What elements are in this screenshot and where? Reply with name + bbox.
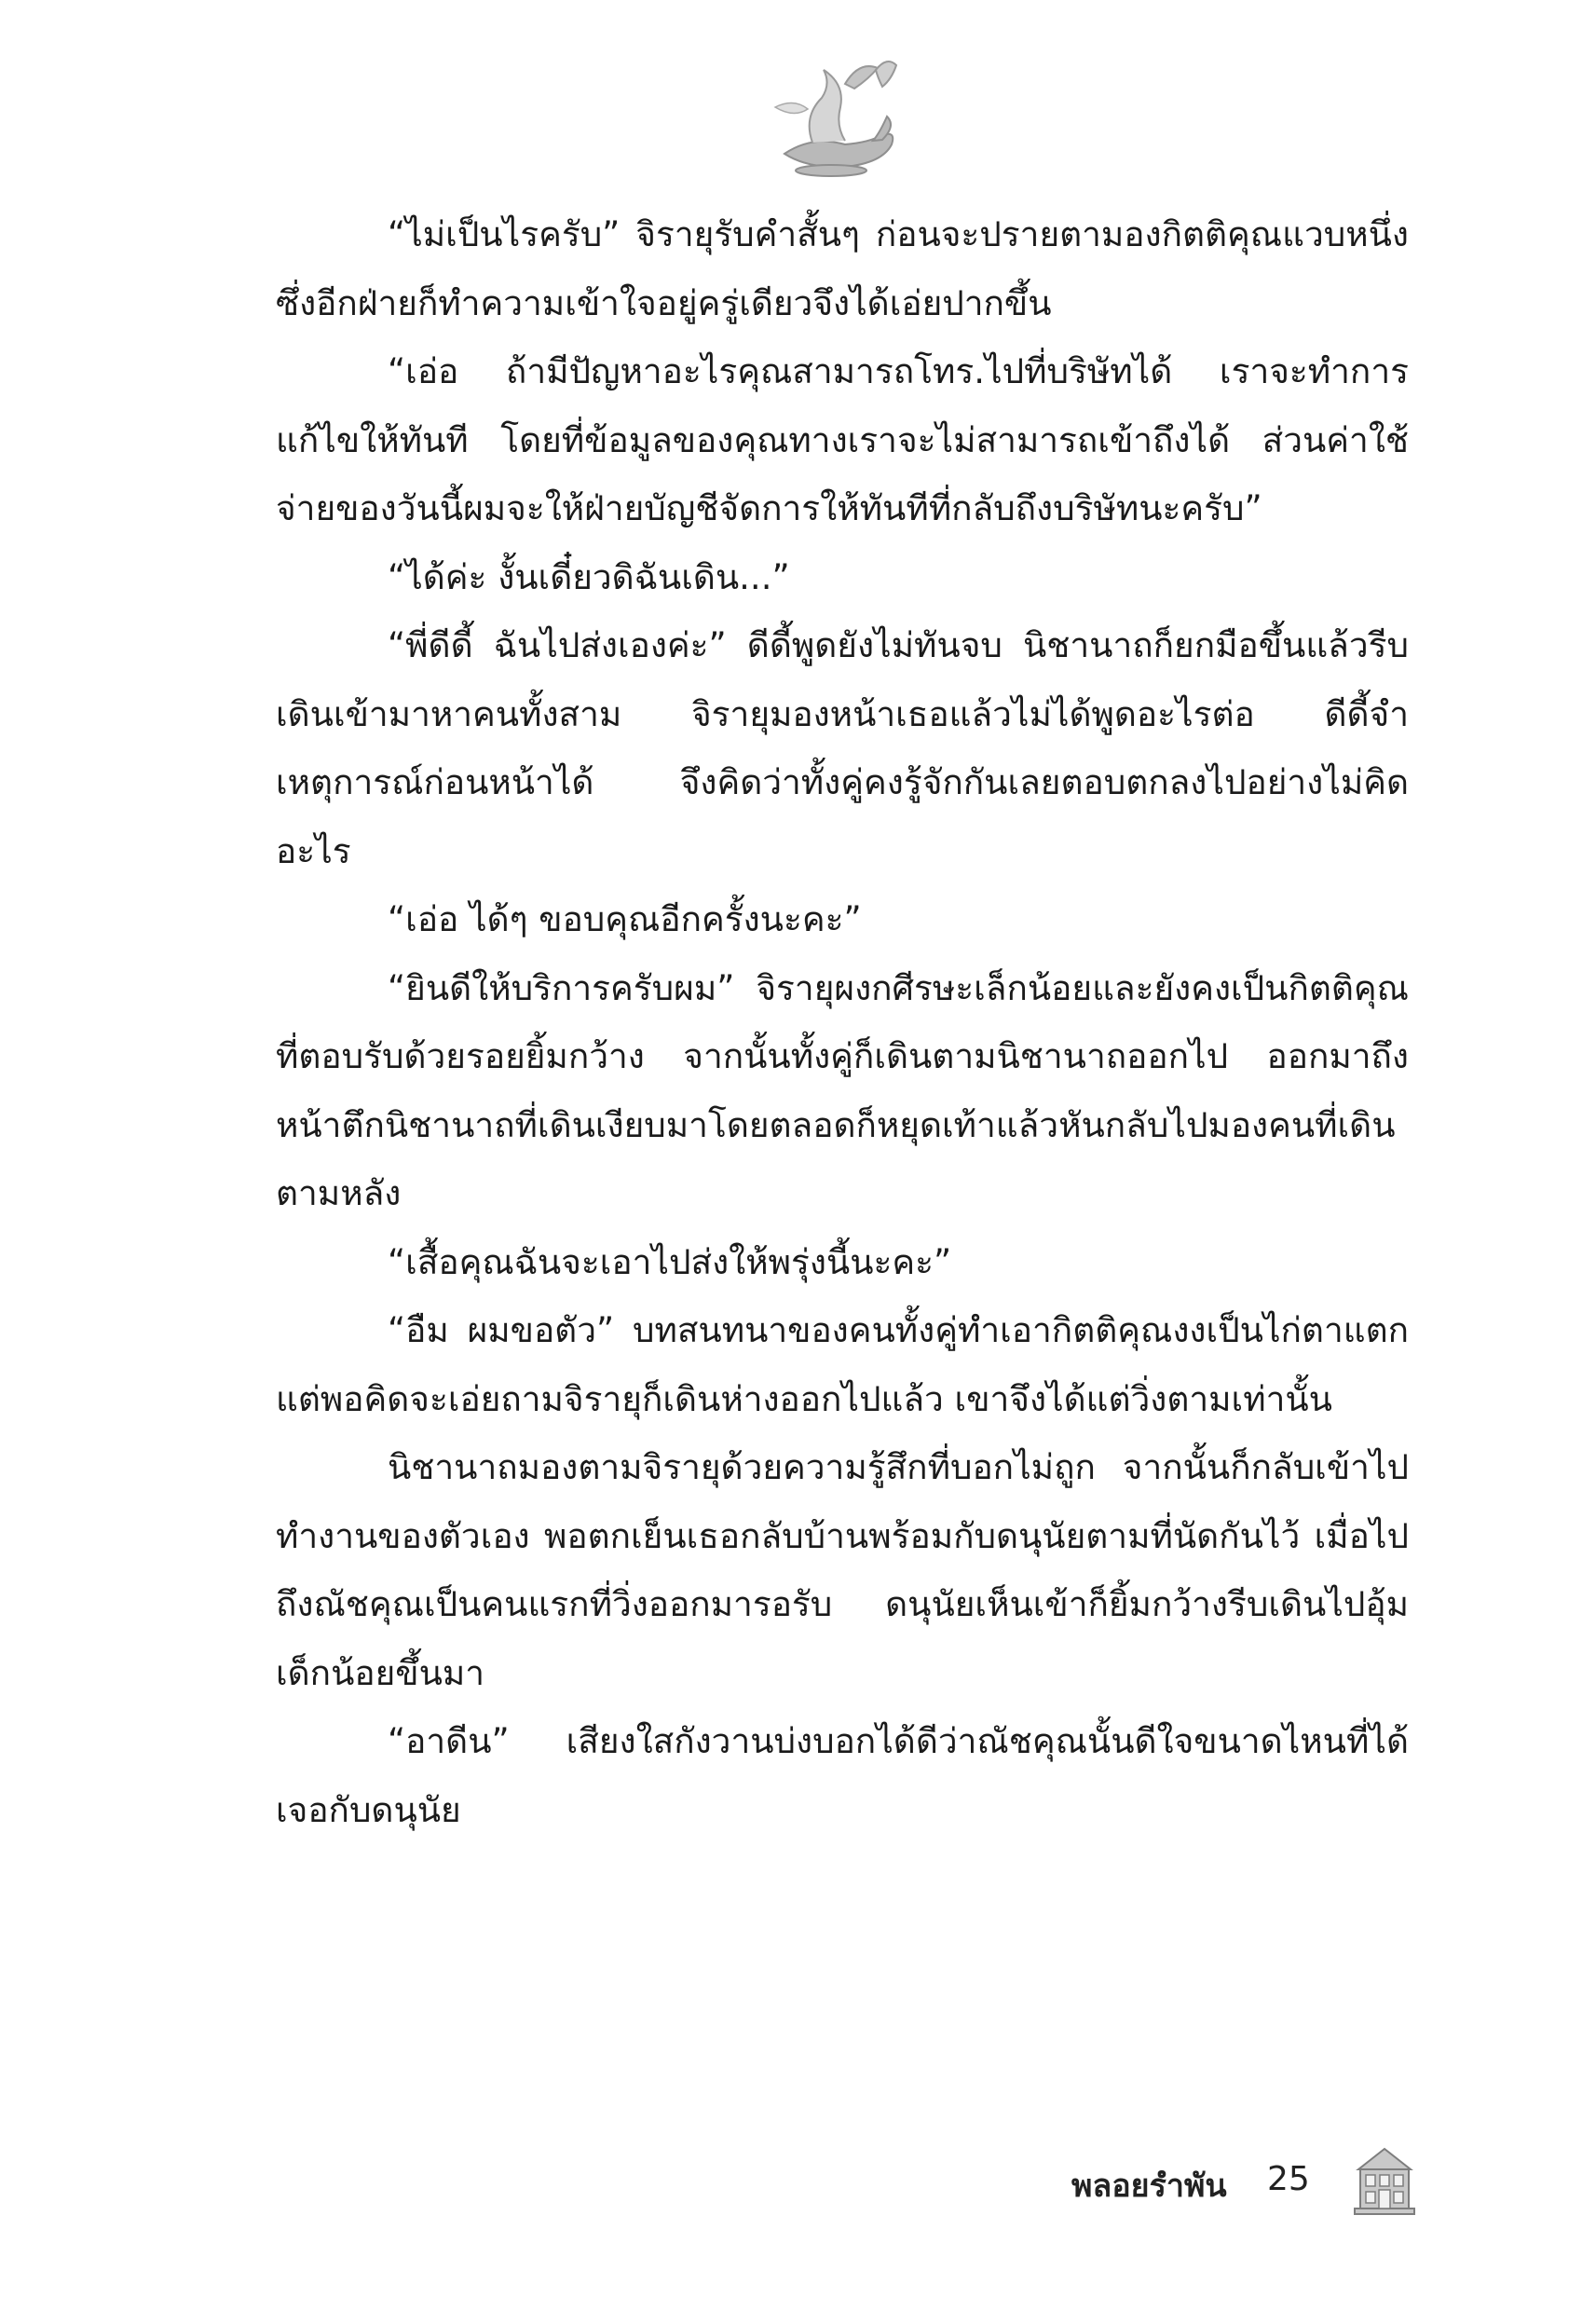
paragraph: “เสื้อคุณฉันจะเอาไปส่งให้พรุ่งนี้นะคะ”	[388, 1241, 952, 1282]
paragraph: “ได้ค่ะ งั้นเดี๋ยวดิฉันเดิน...”	[388, 556, 790, 597]
page-number: 25	[1267, 2160, 1310, 2198]
paragraph: “เอ่อ ถ้ามีปัญหาอะไรคุณสามารถโทร.ไปที่บริษัทได้ เราจะทำการแก้ไขให้ทันที โดยที่ข้อมูลของคุณทางเราจะไม่สามารถเข้าถึงได้ ส่วนค่าใช้จ่ายของวันนี้ผมจะให้ฝ่ายบัญชีจัดการให้ทันทีที่กลับถึงบริษัทนะครับ”	[276, 351, 1409, 528]
paragraph: “เอ่อ ได้ๆ ขอบคุณอีกครั้งนะคะ”	[388, 899, 862, 939]
paragraph: “อาดีน” เสียงใสกังวานบ่งบอกได้ดีว่าณัชคุณนั้นดีใจขนาดไหนที่ได้เจอกับดนุนัย	[276, 1721, 1409, 1830]
paragraph: “ยินดีให้บริการครับผม” จิรายุผงกศีรษะเล็กน้อยและยังคงเป็นกิตติคุณที่ตอบรับด้วยรอยยิ้มกว้าง จากนั้นทั้งคู่ก็เดินตามนิชานาถออกไป ออกมาถึงหน้าตึกนิชานาถที่เดินเงียบมาโดยตลอดก็หยุดเท้าแล้วหันกลับไปมองคนที่เดินตามหลัง	[276, 967, 1409, 1213]
paragraph: “ไม่เป็นไรครับ” จิรายุรับคำสั้นๆ ก่อนจะปรายตามองกิตติคุณแวบหนึ่ง ซึ่งอีกฝ่ายก็ทำความเข้าใจอยู่ครู่เดียวจึงได้เอ่ยปากขึ้น	[276, 214, 1409, 323]
paragraph: นิชานาถมองตามจิรายุด้วยความรู้สึกที่บอกไม่ถูก จากนั้นก็กลับเข้าไปทำงานของตัวเอง พอตกเย็นเธอกลับบ้านพร้อมกับดนุนัยตามที่นัดกันไว้ เมื่อไปถึงณัชคุณเป็นคนแรกที่วิ่งออกมารอรับ ดนุนัยเห็นเข้าก็ยิ้มกว้างรีบเดินไปอุ้มเด็กน้อยขึ้นมา	[276, 1447, 1409, 1693]
page-footer	[1071, 2143, 1425, 2227]
paragraph: “พี่ดีดี้ ฉันไปส่งเองค่ะ” ดีดี้พูดยังไม่ทันจบ นิชานาถก็ยกมือขึ้นแล้วรีบเดินเข้ามาหาคนทั้งสาม จิรายุมองหน้าเธอแล้วไม่ได้พูดอะไรต่อ ดีดี้จำเหตุการณ์ก่อนหน้าได้ จึงคิดว่าทั้งคู่คงรู้จักกันเลยตอบตกลงไปอย่างไม่คิดอะไร	[276, 625, 1409, 871]
body-text	[276, 200, 1409, 1844]
book-title: พลอยรำพัน	[1071, 2167, 1227, 2205]
house-icon	[1351, 2143, 1418, 2216]
genie-lamp-ornament-icon	[757, 51, 906, 182]
paragraph: “อืม ผมขอตัว” บทสนทนาของคนทั้งคู่ทำเอากิตติคุณงงเป็นไก่ตาแตก แต่พอคิดจะเอ่ยถามจิรายุก็เดินห่างออกไปแล้ว เขาจึงได้แต่วิ่งตามเท่านั้น	[276, 1310, 1409, 1419]
